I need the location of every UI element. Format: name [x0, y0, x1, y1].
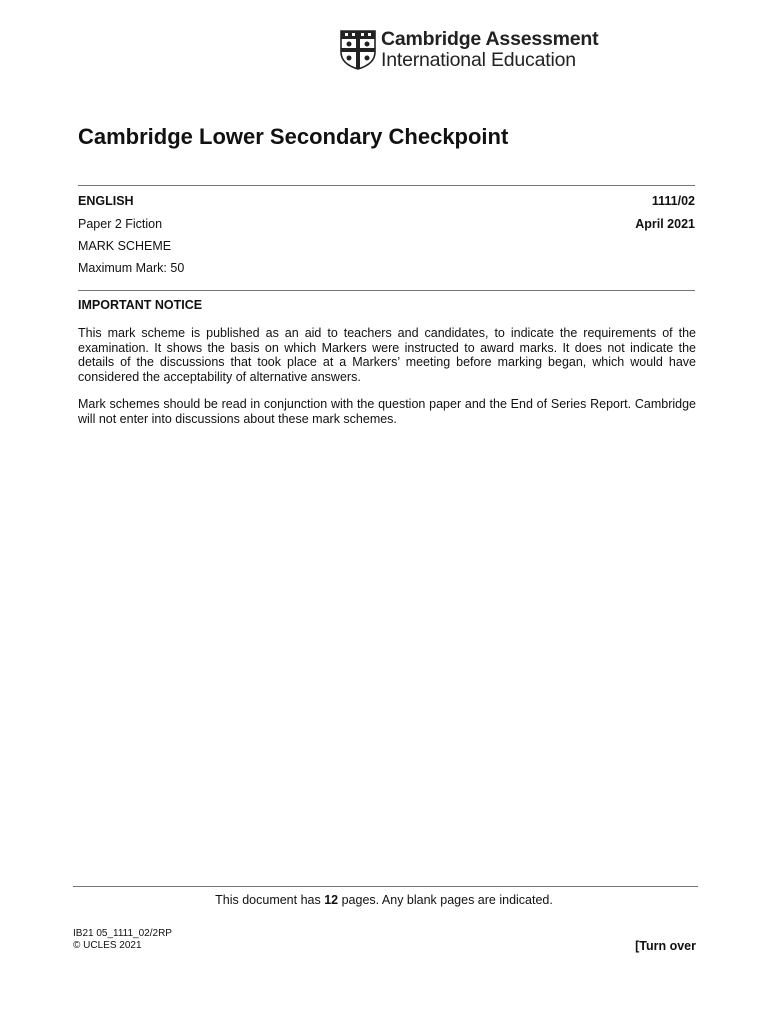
- notice-paragraph-2: Mark schemes should be read in conjunction with the question paper and the End of Series Report. Cambridge will not enter into discussions about these mark schemes.: [78, 397, 696, 426]
- paper-name: Paper 2 Fiction: [78, 217, 163, 231]
- page-title: Cambridge Lower Secondary Checkpoint: [78, 124, 509, 149]
- cambridge-logo: [340, 28, 599, 72]
- doc-type: MARK SCHEME: [78, 239, 172, 253]
- subject-label: ENGLISH: [78, 194, 134, 208]
- footer-divider: [73, 886, 698, 887]
- logo-text-line1: Cambridge Assessment: [381, 28, 599, 50]
- session-date: April 2021: [635, 217, 695, 231]
- notice-heading: IMPORTANT NOTICE: [78, 298, 203, 312]
- page-count-suffix: pages. Any blank pages are indicated.: [338, 893, 553, 907]
- max-mark: Maximum Mark: 50: [78, 261, 185, 275]
- paper-code: 1111/02: [651, 194, 695, 208]
- document-reference: IB21 05_1111_02/2RP: [73, 928, 172, 939]
- page-count-note: [0, 893, 768, 907]
- divider-top: [78, 185, 695, 186]
- logo-text-line2: International Education: [381, 49, 576, 71]
- page-count: 12: [324, 893, 339, 907]
- cambridge-shield-icon: [340, 30, 376, 70]
- page-count-prefix: This document has: [215, 893, 325, 907]
- notice-paragraph-1: This mark scheme is published as an aid to teachers and candidates, to indicate the requirements of the examination. It shows the basis on which Markers were instructed to award marks. It does not indicate the details of the discussions that took place at a Markers’ meeting before marking began, which would have considered the acceptability of alternative answers.: [78, 326, 696, 384]
- divider-middle: [78, 290, 695, 291]
- copyright: © UCLES 2021: [73, 940, 142, 951]
- turn-over-label: [Turn over: [635, 939, 696, 953]
